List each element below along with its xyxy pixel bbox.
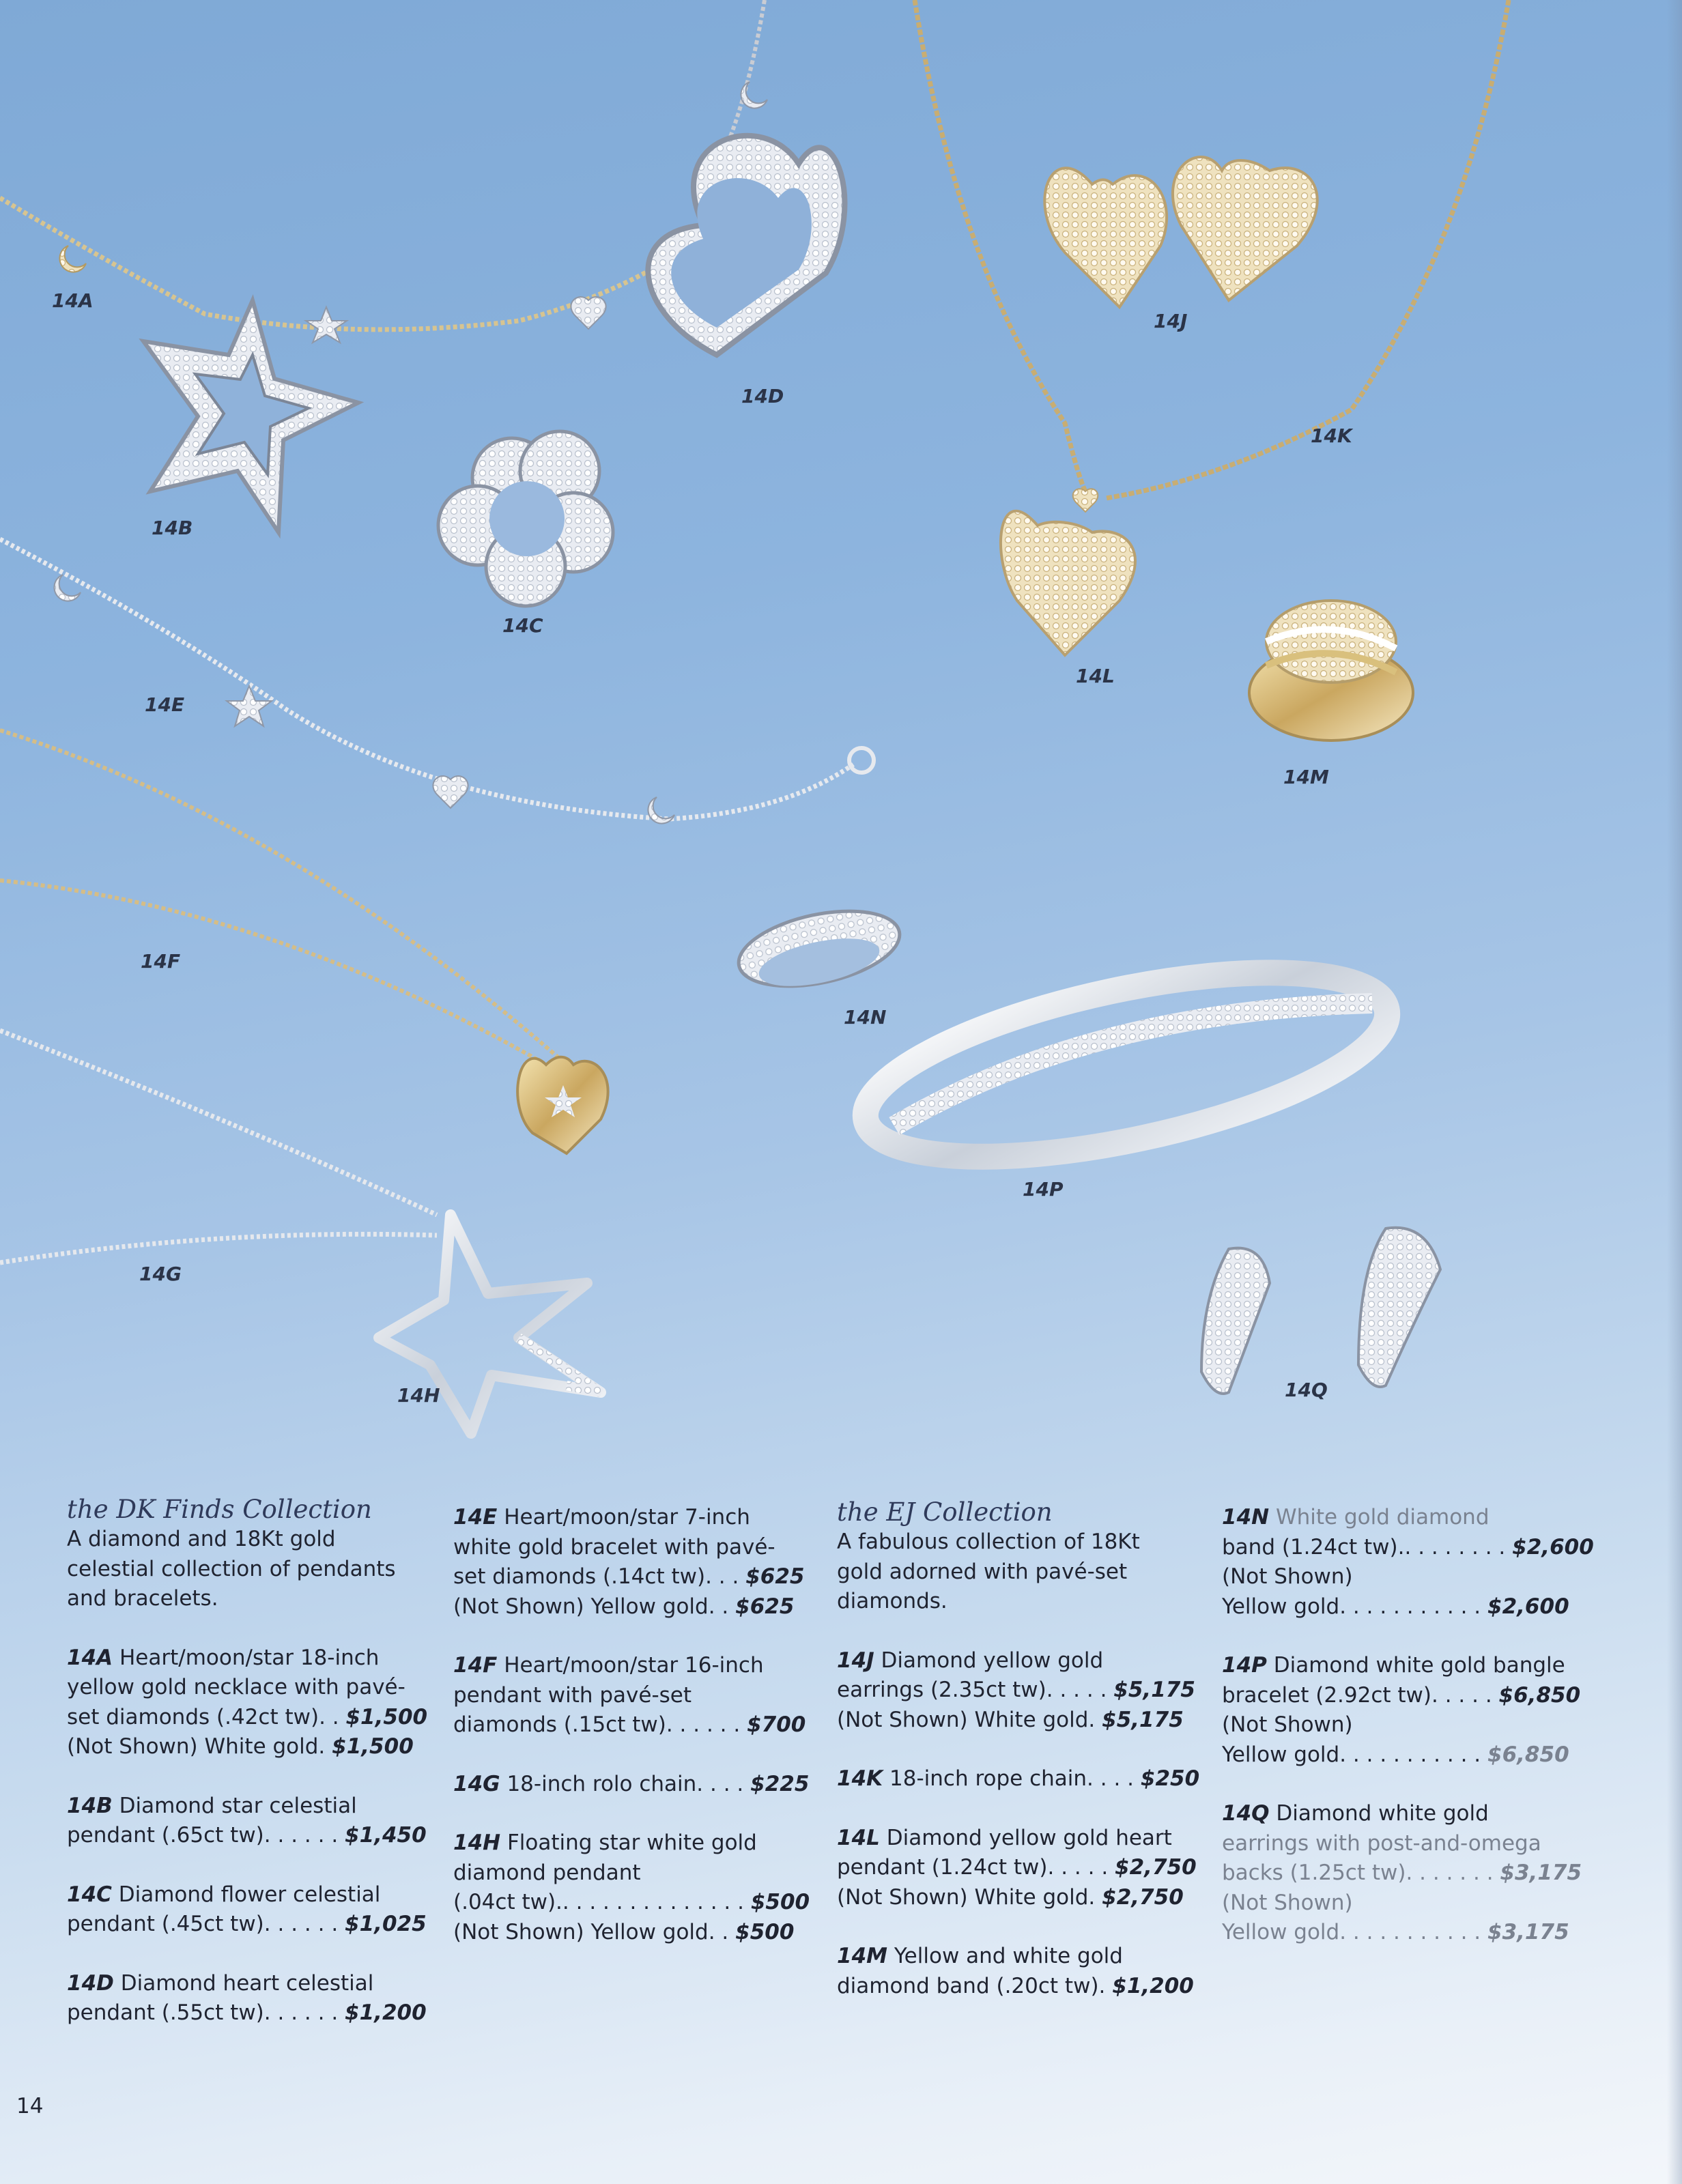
item-desc: Yellow gold. . . . . . . . . . . [1222,1594,1488,1619]
item-code: 14J [837,1648,874,1673]
intro-line: A fabulous collection of 18Kt [837,1529,1140,1554]
item-desc: Yellow and white gold [894,1944,1123,1968]
item-price: $625 [735,1594,795,1619]
item-desc: earrings (2.35ct tw). . . . . [837,1678,1114,1702]
moon-charm-14e-2 [648,797,674,824]
item-desc: Diamond white gold [1276,1801,1489,1826]
pave-ring-14n [732,898,907,999]
item-price: $2,600 [1512,1534,1594,1560]
collection-title-ej: the EJ Collection [837,1497,1053,1527]
heart-charm-14a [571,297,605,329]
item-desc: diamond band (.20ct tw). [837,1973,1113,1998]
collection-intro-ej [837,1497,1192,1617]
rolo-chain-14g-lower [0,1234,437,1263]
item-code: 14K [837,1766,883,1791]
intro-line: diamonds. [837,1589,947,1613]
item-price: $1,200 [1112,1973,1194,1998]
intro-line: celestial collection of pendants [67,1556,396,1581]
item-14l [837,1824,1197,1913]
item-desc: (Not Shown) White gold. [837,1884,1102,1910]
item-code: 14C [67,1882,112,1907]
item-desc: (Not Shown) Yellow gold. . [453,1594,736,1619]
star-charm-14e [227,686,272,726]
label-14g: 14G [139,1263,182,1285]
item-price: $6,850 [1487,1742,1569,1767]
item-price: $3,175 [1487,1920,1569,1944]
item-desc: pendant (.45ct tw). . . . . . [67,1912,345,1936]
item-price: $3,175 [1500,1860,1582,1885]
item-desc: Diamond heart celestial [120,1970,374,1996]
label-14e: 14E [145,693,185,716]
rope-chain-14k-right [1106,0,1509,498]
item-desc: Floating star white gold [507,1830,757,1855]
moon-charm-14d [741,82,767,109]
item-desc: 18-inch rope chain. . . . [889,1766,1141,1791]
label-14k: 14K [1311,425,1352,447]
label-14m: 14M [1283,766,1329,788]
label-14f: 14F [141,950,181,973]
item-desc: (Not Shown) Yellow gold. . [453,1919,736,1944]
item-14b [67,1792,427,1851]
necklace-14a-chain [0,198,669,330]
item-desc: Diamond flower celestial [118,1882,381,1907]
label-14j: 14J [1154,310,1188,332]
item-code: 14D [67,1970,114,1996]
bracelet-14e-chain [0,539,853,819]
rolo-chain-14g [0,1031,437,1215]
item-desc: (Not Shown) [1222,1564,1353,1589]
label-14l: 14L [1076,665,1115,687]
item-14g [453,1770,808,1800]
item-desc: band (1.24ct tw).. . . . . . . . [1222,1534,1513,1560]
item-price: $5,175 [1113,1678,1195,1702]
star-charm-14a [306,307,347,343]
heart-charm-14e [433,776,468,808]
label-14h: 14H [397,1384,440,1407]
item-price: $1,450 [345,1823,427,1848]
item-14f [453,1651,808,1740]
item-desc: set diamonds (.14ct tw). . . [453,1564,746,1589]
item-price: $1,500 [332,1734,414,1759]
item-desc: Diamond star celestial [119,1793,357,1818]
item-desc: white gold bracelet with pavé- [453,1534,775,1560]
item-14m [837,1942,1192,2001]
item-price: $6,850 [1498,1682,1581,1708]
item-desc: (Not Shown) White gold. [837,1707,1102,1732]
item-code: 14E [453,1505,498,1529]
item-desc: Diamond yellow gold [881,1648,1104,1673]
label-14c: 14C [502,614,543,637]
item-desc: (.04ct tw).. . . . . . . . . . . . . . [453,1890,751,1914]
heart-pendant-14d [648,136,844,355]
item-14h [453,1828,808,1947]
item-desc: yellow gold necklace with pavé- [67,1675,405,1699]
pendant-14f-chain-lower [0,880,546,1065]
item-code: 14L [837,1825,880,1850]
intro-line: A diamond and 18Kt gold [67,1527,336,1551]
item-code: 14P [1222,1653,1267,1678]
column-dk-finds [67,1495,428,2058]
item-code: 14F [453,1653,498,1678]
item-desc: (Not Shown) White gold. [67,1734,332,1759]
item-price: $225 [750,1771,810,1796]
item-price: $1,200 [345,2000,427,2025]
column-ej-collection [837,1497,1200,2030]
item-code: 14A [67,1645,113,1670]
item-desc: Heart/moon/star 18-inch [119,1645,380,1670]
item-desc: Diamond yellow gold heart [886,1825,1172,1850]
pendant-14f-chain [0,730,567,1065]
item-desc: Heart/moon/star 7-inch [504,1505,750,1529]
item-price: $250 [1140,1766,1200,1791]
item-code: 14B [67,1793,113,1818]
column-dk-finds-2 [453,1503,808,1977]
label-14a: 14A [52,289,94,312]
item-code: 14M [837,1944,887,1968]
item-desc: diamond pendant [453,1860,641,1885]
item-desc: set diamonds (.42ct tw). . [67,1704,346,1729]
bangle-bracelet-14p [851,936,1403,1193]
item-code: 14N [1222,1505,1270,1529]
item-14a [67,1643,428,1762]
item-desc: Yellow gold. . . . . . . . . . . [1222,1920,1488,1944]
item-price: $2,600 [1487,1594,1569,1619]
band-ring-14m [1249,601,1413,741]
item-price: $2,750 [1115,1855,1197,1880]
item-desc: pendant (.55ct tw). . . . . . [67,2000,345,2025]
intro-line: gold adorned with pavé-set [837,1559,1128,1584]
item-code: 14Q [1222,1801,1270,1826]
heart-earring-14j-left [1044,168,1167,307]
item-price: $500 [750,1890,810,1914]
heart-earring-14j-right [1173,157,1317,300]
item-14p [1222,1651,1581,1770]
item-14d [67,1969,427,2028]
page-number: 14 [16,2094,44,2118]
collection-intro-dk [67,1495,422,1614]
item-desc: 18-inch rolo chain. . . . [507,1771,751,1796]
item-desc: diamonds (.15ct tw). . . . . . [453,1712,747,1737]
column-ej-collection-2 [1222,1503,1594,1977]
item-desc: backs (1.25ct tw). . . . . . . [1222,1860,1500,1885]
intro-line: and bracelets. [67,1586,218,1611]
item-price: $1,025 [345,1912,427,1936]
item-code: 14H [453,1830,501,1855]
label-14p: 14P [1023,1178,1064,1201]
necklace-14d-chain [730,0,765,136]
item-price: $700 [747,1712,806,1737]
item-desc: Diamond white gold bangle [1273,1653,1565,1678]
label-14b: 14B [152,517,193,539]
item-14c [67,1880,427,1940]
item-desc: pendant (1.24ct tw). . . . . [837,1855,1115,1880]
item-desc: pendant (.65ct tw). . . . . . [67,1823,345,1848]
label-14q: 14Q [1285,1379,1328,1401]
item-price: $5,175 [1102,1707,1184,1732]
collection-title-dk: the DK Finds Collection [67,1495,372,1524]
item-desc: (Not Shown) [1222,1890,1353,1915]
label-14n: 14N [844,1006,887,1029]
heart-pendant-14l [1001,511,1135,655]
item-desc: bracelet (2.92ct tw). . . . . [1222,1682,1499,1708]
item-14n [1222,1503,1594,1622]
item-desc: Heart/moon/star 16-inch [504,1653,764,1678]
moon-charm-14a [59,246,86,272]
flower-pendant-14c [438,431,613,606]
item-desc: (Not Shown) [1222,1712,1353,1737]
item-price: $500 [735,1919,795,1944]
item-14k [837,1764,1200,1794]
label-14d: 14D [741,385,784,407]
item-price: $625 [745,1564,805,1589]
item-14e [453,1503,808,1622]
hoop-earrings-14q [1201,1228,1440,1394]
item-14j [837,1646,1195,1736]
item-desc: pendant with pavé-set [453,1682,692,1708]
item-desc: Yellow gold. . . . . . . . . . . [1222,1742,1488,1767]
puffed-heart-pendant-14f [517,1057,608,1153]
item-14q [1222,1799,1582,1948]
item-price: $1,500 [345,1704,428,1729]
item-code: 14G [453,1771,500,1796]
item-desc: White gold diamond [1275,1505,1489,1529]
heart-bail-14l [1073,489,1098,512]
item-desc: earrings with post-and-omega [1222,1830,1541,1856]
item-price: $2,750 [1102,1884,1184,1910]
